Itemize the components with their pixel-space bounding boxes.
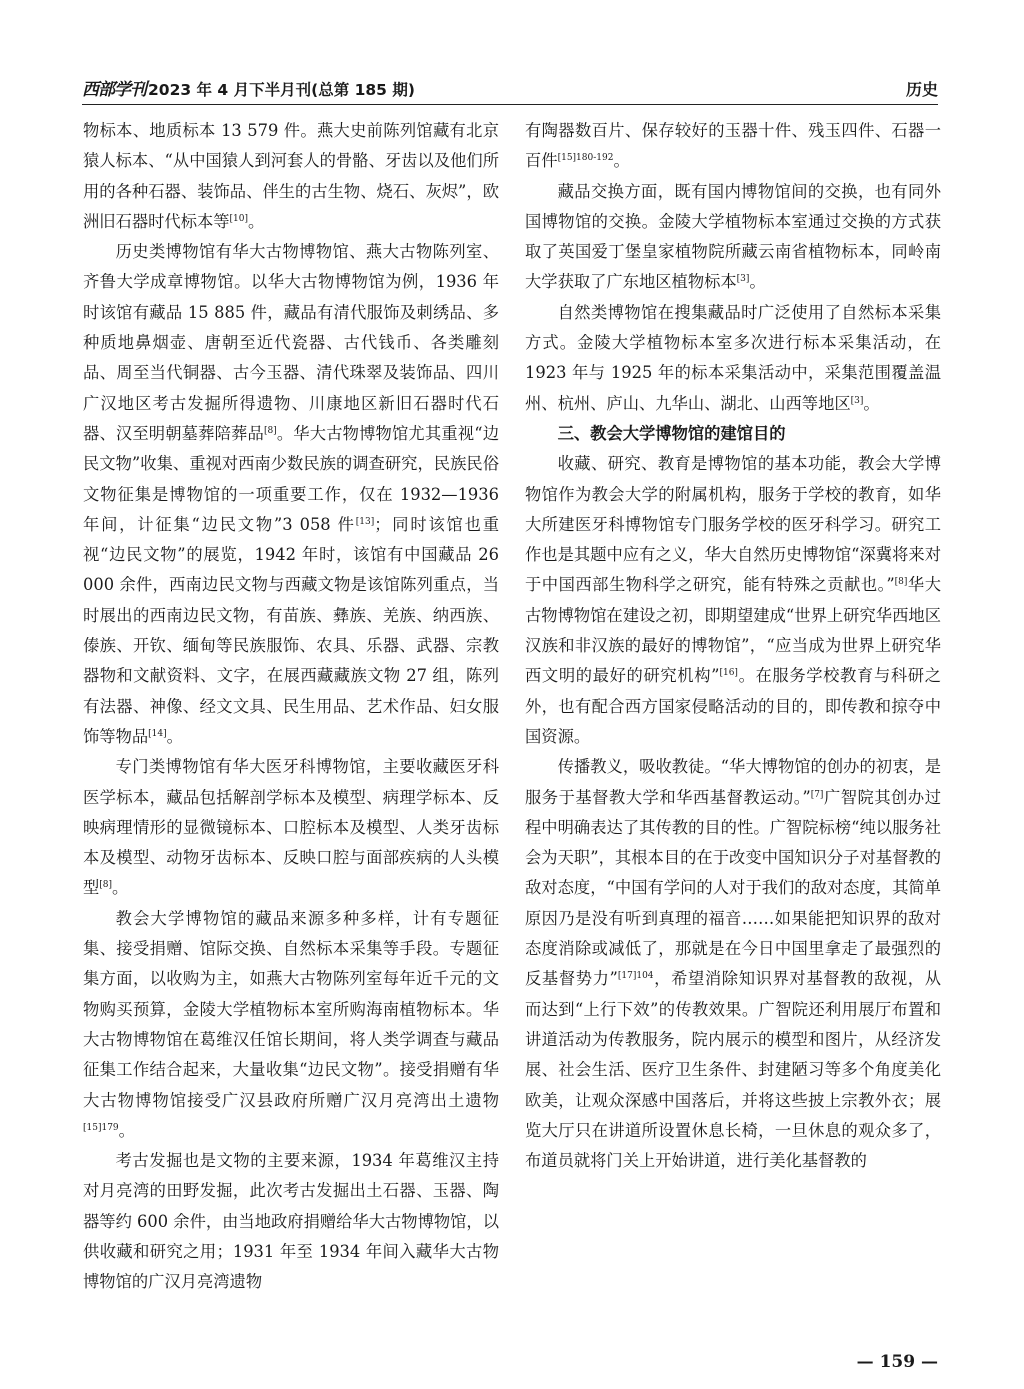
paragraph-text: 历史类博物馆有华大古物博物馆、燕大古物陈列室、齐鲁大学成章博物馆。以华大古物博物馆为例，1936 年时该馆有藏品 15 885 件，藏品有清代服饰及刺绣品、多种质地鼻烟壶、唐朝至近代瓷器、古代钱币、各类雕刻品、周至当代铜器、古今玉器、清代珠翠及装饰品、四川广汉地区考古发掘所得遗物、川康地区新旧石器时代石器、汉至明朝墓葬陪葬品 xyxy=(83,242,499,443)
header-left xyxy=(82,75,415,100)
paragraph xyxy=(83,752,499,903)
citation: [3] xyxy=(736,274,750,285)
paragraph-text: 考古发掘也是文物的主要来源，1934 年葛维汉主持对月亮湾的田野发掘，此次考古发掘出土石器、玉器、陶器等约 600 余件，由当地政府捐赠给华大古物博物馆，以供收藏和研究之用；1931 年至 1934 年间入藏华大古物博物馆的广汉月亮湾遗物 xyxy=(83,1151,499,1292)
paragraph xyxy=(83,237,499,752)
paragraph-tail: 。 xyxy=(166,726,183,746)
left-column xyxy=(83,116,499,1298)
paragraph xyxy=(525,298,941,419)
paragraph xyxy=(83,116,499,237)
citation: [3] xyxy=(850,395,864,406)
paragraph-text: 华大古物博物馆在建设之初，即期望建成“世界上研究华西地区汉族和非汉族的最好的博物馆”，“应当成为世界上研究华西文明的最好的研究机构” xyxy=(525,575,941,686)
paragraph-text: 藏品交换方面，既有国内博物馆间的交换，也有同外国博物馆的交换。金陵大学植物标本室通过交换的方式获取了英国爱丁堡皇家植物院所藏云南省植物标本，同岭南大学获取了广东地区植物标本 xyxy=(525,181,941,292)
running-header xyxy=(82,70,938,105)
paragraph-text: 专门类博物馆有华大医牙科博物馆，主要收藏医牙科医学标本，藏品包括解剖学标本及模型、病理学标本、反映病理情形的显微镜标本、口腔标本及模型、人类牙齿标本及模型、动物牙齿标本、反映口腔与面部疾病的人头模型 xyxy=(83,757,499,898)
citation: [10] xyxy=(229,213,249,224)
paragraph xyxy=(83,904,499,1146)
paragraph xyxy=(525,116,941,177)
citation: [8] xyxy=(263,425,277,436)
paragraph-tail: 。 xyxy=(749,272,766,292)
section-heading: 三、教会大学博物馆的建馆目的 xyxy=(557,423,786,443)
citation: [14] xyxy=(148,728,167,739)
paragraph-text: 物标本、地质标本 13 579 件。燕大史前陈列馆藏有北京猿人标本、“从中国猿人到河套人的骨骼、牙齿以及他们所用的各种石器、装饰品、伴生的古生物、烧石、灰烬”，欧洲旧石器时代标本等 xyxy=(83,121,499,231)
citation: [8] xyxy=(894,577,908,588)
paragraph xyxy=(525,177,941,298)
paragraph-tail: 。 xyxy=(248,211,265,231)
paragraph-tail: 。 xyxy=(863,393,880,413)
paragraph-text: 有陶器数百片、保存较好的玉器十件、残玉四件、石器一百件 xyxy=(525,121,941,171)
paragraph-tail: 。在服务学校教育与科研之外，也有配合西方国家侵略活动的目的，即传教和掠夺中国资源。 xyxy=(525,666,941,746)
paragraph-tail: 。 xyxy=(118,1120,135,1140)
issue-info: 2023 年 4 月下半月刊(总第 185 期) xyxy=(148,81,415,99)
paragraph-text: 。华大古物博物馆尤其重视“边民文物”收集、重视对西南少数民族的调查研究，民族民俗文物征集是博物馆的一项重要工作，仅在 1932—1936 年间，计征集“边民文物”3 058 件 xyxy=(83,423,499,534)
paragraph-text: 自然类博物馆在搜集藏品时广泛使用了自然标本采集方式。金陵大学植物标本室多次进行标本采集活动，在 1923 年与 1925 年的标本采集活动中，采集范围覆盖温州、杭州、庐山、九华山、湖北、山西等地区 xyxy=(525,302,941,413)
paragraph-tail: ，希望消除知识界对基督教的敌视，从而达到“上行下效”的传教效果。广智院还利用展厅布置和讲道活动为传教服务，院内展示的模型和图片，从经济发展、社会生活、医疗卫生条件、封建陋习等多个角度美化欧美，让观众深感中国落后，并将这些披上宗教外衣；展览大厅只在讲道所设置休息长椅，一旦休息的观众多了，布道员就将门关上开始讲道，进行美化基督教的 xyxy=(525,969,941,1171)
journal-logo: 西部学刊 xyxy=(82,80,146,100)
paragraph-tail: 。 xyxy=(613,151,630,171)
paragraph-text: 教会大学博物馆的藏品来源多种多样，计有专题征集、接受捐赠、馆际交换、自然标本采集等手段。专题征集方面，以收购为主，如燕大古物陈列室每年近千元的文物购买预算，金陵大学植物标本室所购海南植物标本。华大古物博物馆在葛维汉任馆长期间，将人类学调查与藏品征集工作结合起来，大量收集“边民文物”。接受捐赠有华大古物博物馆接受广汉县政府所赠广汉月亮湾出土遗物 xyxy=(83,908,499,1110)
paragraph xyxy=(525,752,941,1176)
citation: [17]104 xyxy=(617,971,654,982)
section-tag: 历史 xyxy=(905,80,938,99)
citation: [16] xyxy=(719,668,738,679)
paragraph-text: 广智院其创办过程中明确表达了其传教的目的性。广智院标榜“纯以服务社会为天职”，其根本目的在于改变中国知识分子对基督教的敌对态度，“中国有学问的人对于我们的敌对态度，其简单原因乃是没有听到真理的福音……如果能把知识界的敌对态度消除或减低了，那就是在今日中国里拿走了最强烈的反基督势力” xyxy=(525,787,941,989)
citation: [8] xyxy=(99,880,113,891)
paragraph-tail: 。 xyxy=(112,878,129,898)
right-column xyxy=(525,116,941,1176)
citation: [15]179 xyxy=(83,1122,119,1133)
paragraph-text: 收藏、研究、教育是博物馆的基本功能，教会大学博物馆作为教会大学的附属机构，服务于学校的教育，如华大所建医牙科博物馆专门服务学校的医牙科学习。研究工作也是其题中应有之义，华大自然历史博物馆“深冀将来对于中国西部生物科学之研究，能有特殊之贡献也。” xyxy=(525,454,941,595)
citation: [7] xyxy=(810,789,824,800)
paragraph-text: ；同时该馆也重视“边民文物”的展览，1942 年时，该馆有中国藏品 26 000 余件，西南边民文物与西藏文物是该馆陈列重点，当时展出的西南边民文物，有苗族、彝族、羌族、纳西族、傣族、开钦、缅甸等民族服饰、农具、乐器、武器、宗教器物和文献资料、文字，在展西藏藏族文物 27 组，陈列有法器、神像、经文文具、民生用品、艺术作品、妇女服饰等物品 xyxy=(83,514,499,746)
page-number: — 159 — xyxy=(856,1352,938,1372)
paragraph xyxy=(83,1146,499,1297)
paragraph-text: 传播教义，吸收教徒。“华大博物馆的创办的初衷，是服务于基督教大学和华西基督教运动。” xyxy=(525,757,941,807)
citation: [13] xyxy=(355,516,375,527)
citation: [15]180-192 xyxy=(557,153,614,164)
paragraph xyxy=(525,449,941,752)
